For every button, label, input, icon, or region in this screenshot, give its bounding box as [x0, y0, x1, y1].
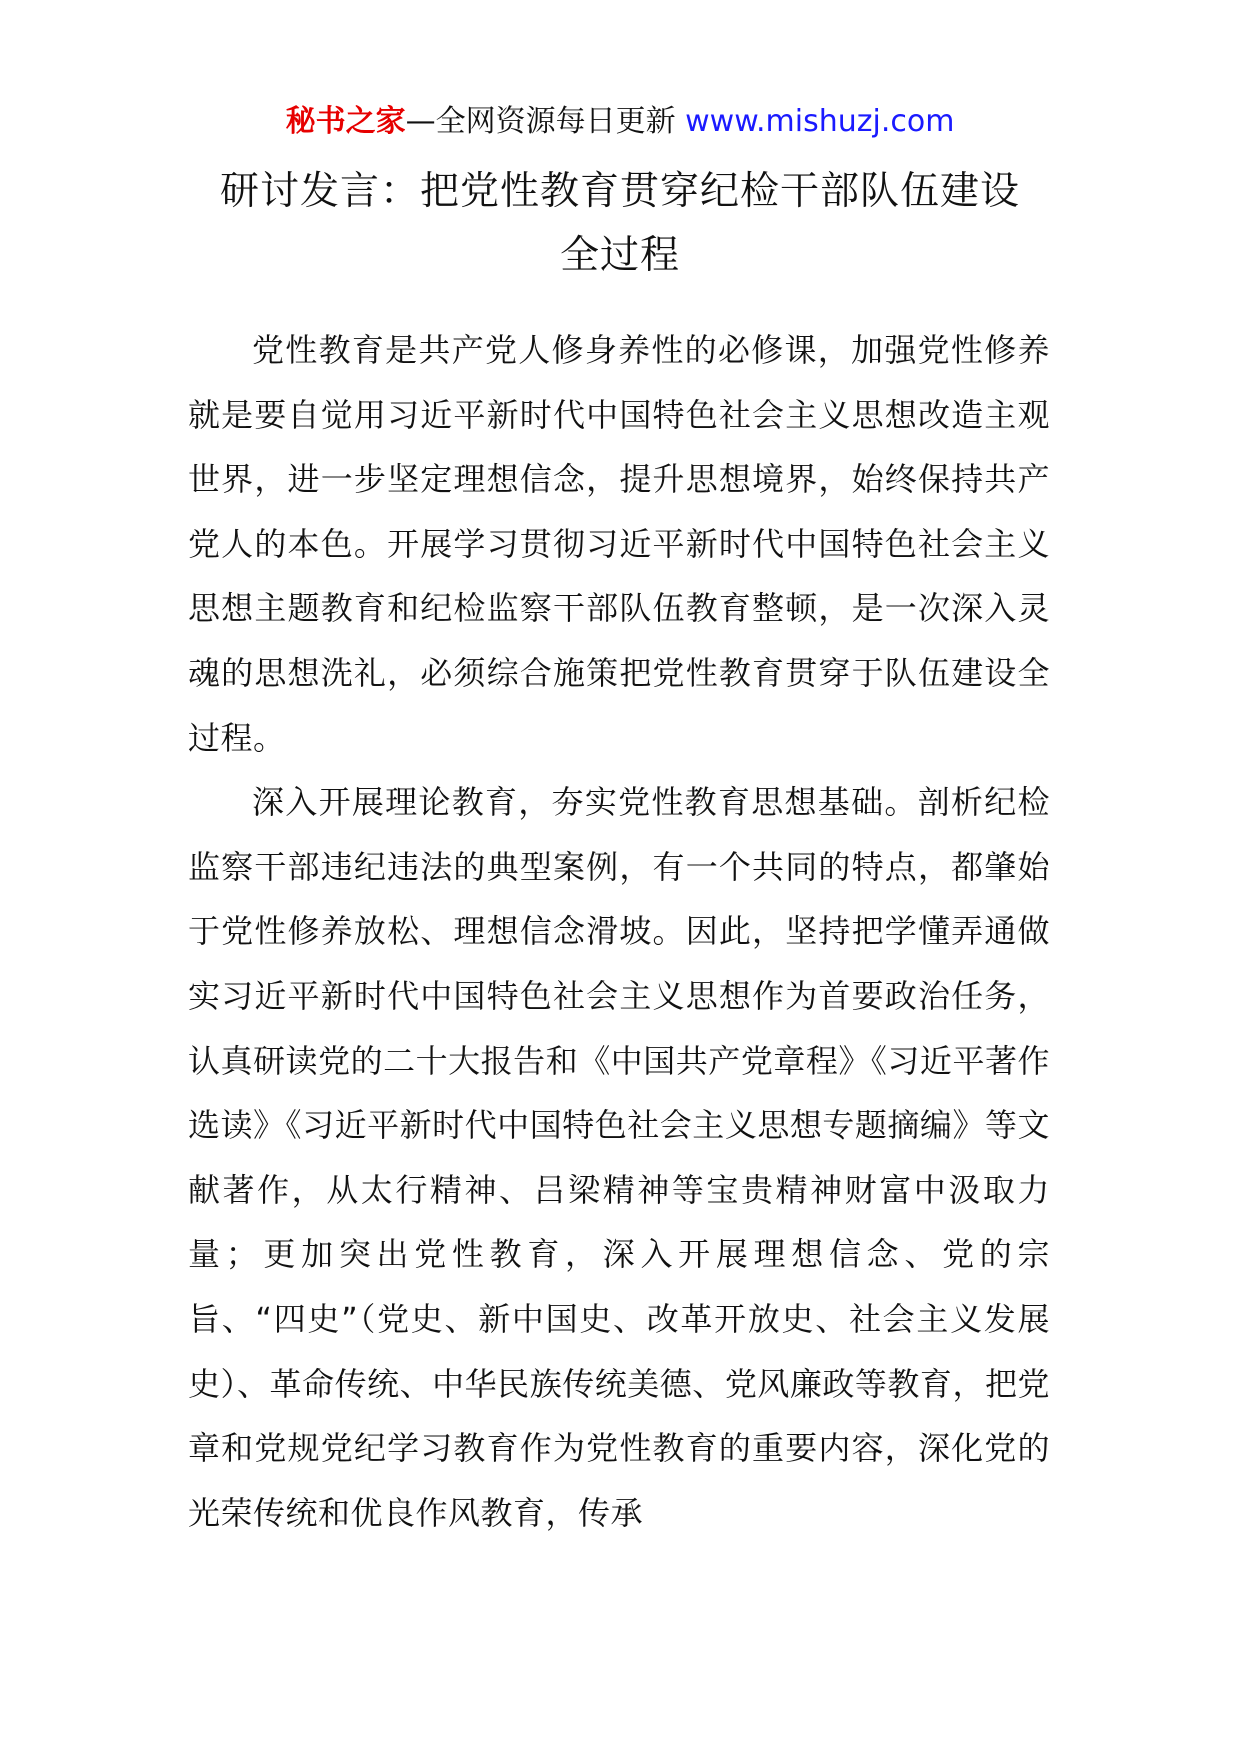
brand-name: 秘书之家 [285, 104, 406, 139]
document-body [188, 318, 1050, 1545]
paragraph-1: 党性教育是共产党人修身养性的必修课，加强党性修养就是要自觉用习近平新时代中国特色社会主义思想改造主观世界，进一步坚定理想信念，提升思想境界，始终保持共产党人的本色。开展学习贯彻习近平新时代中国特色社会主义思想主题教育和纪检监察干部队伍教育整顿，是一次深入灵魂的思想洗礼，必须综合施策把党性教育贯穿于队伍建设全过程。 [188, 331, 1050, 757]
title-line-1: 研讨发言：把党性教育贯穿纪检干部队伍建设 [219, 169, 1020, 214]
title-line-2: 全过程 [559, 233, 680, 278]
site-header [0, 100, 1240, 144]
paragraph-2: 深入开展理论教育，夯实党性教育思想基础。剖析纪检监察干部违纪违法的典型案例，有一个共同的特点，都肇始于党性修养放松、理想信念滑坡。因此，坚持把学懂弄通做实习近平新时代中国特色社会主义思想作为首要政治任务，认真研读党的二十大报告和《中国共产党章程》《习近平著作选读》《习近平新时代中国特色社会主义思想专题摘编》等文献著作，从太行精神、吕梁精神等宝贵精神财富中汲取力量；更加突出党性教育，深入开展理想信念、党的宗旨、“四史”（党史、新中国史、改革开放史、社会主义发展史）、革命传统、中华民族传统美德、党风廉政等教育，把党章和党规党纪学习教育作为党性教育的重要内容，深化党的光荣传统和优良作风教育，传承 [188, 783, 1050, 1532]
site-url-link[interactable]: www.mishuzj.com [685, 104, 955, 139]
header-tagline: —全网资源每日更新 [405, 104, 686, 139]
document-title [150, 160, 1090, 288]
